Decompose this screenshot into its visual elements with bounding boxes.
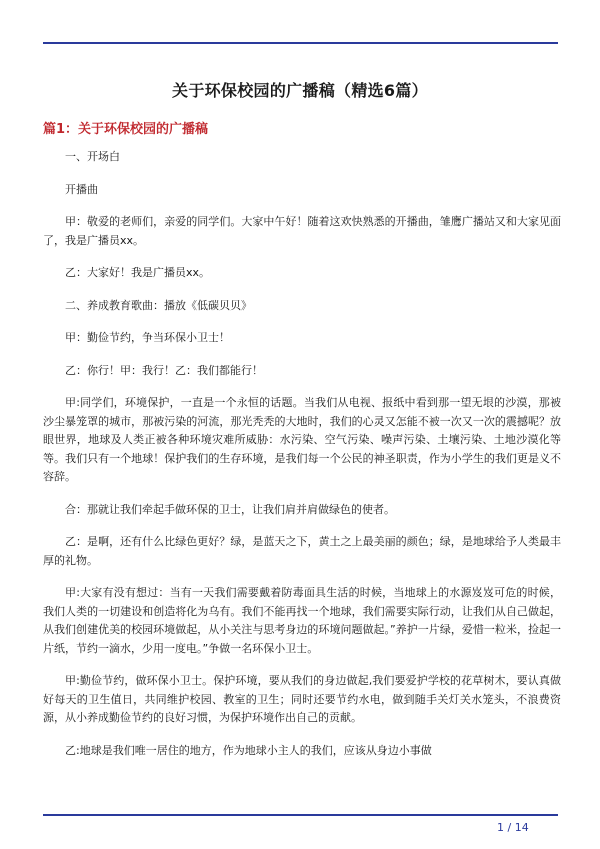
paragraph-11: 甲:大家有没有想过：当有一天我们需要戴着防毒面具生活的时候，当地球上的水源岌岌可危的时候，我们人类的一切建设和创造将化为乌有。我们不能再找一个地球，我们需要实际行动，让我们从自己做起，从我们创建优美的校园环境做起，从小关注与思考身边的环境问题做起。”养护一片绿，爱惜一粒米，捡起一片纸，节约一滴水，少用一度电。”争做一名环保小卫士。 <box>43 586 561 655</box>
paragraph-3: 甲：敬爱的老师们，亲爱的同学们。大家中午好！随着这欢快熟悉的开播曲，雏鹰广播站又和大家见面了，我是广播员xx。 <box>43 215 561 247</box>
paragraph-9: 合：那就让我们牵起手做环保的卫士，让我们肩并肩做绿色的使者。 <box>65 502 395 516</box>
section-heading: 篇1：关于环保校园的广播稿 <box>43 122 209 137</box>
header-rule <box>43 42 558 44</box>
paragraph-12: 甲:勤俭节约，做环保小卫士。保护环境，要从我们的身边做起,我们要爱护学校的花草树木，要认真做好每天的卫生值日，共同维护校园、教室的卫生；同时还要节约水电，做到随手关灯关水笼头，不浪费资源，从小养成勤俭节约的良好习惯，为保护环境作出自己的贡献。 <box>43 674 561 724</box>
paragraph-13: 乙:地球是我们唯一居住的地方，作为地球小主人的我们，应该从身边小事做 <box>65 743 432 757</box>
paragraph-4: 乙：大家好！我是广播员xx。 <box>65 266 211 279</box>
paragraph-2: 开播曲 <box>65 182 98 196</box>
paragraph-8: 甲:同学们，环境保护，一直是一个永恒的话题。当我们从电视、报纸中看到那一望无垠的沙漠，那被沙尘暴笼罩的城市，那被污染的河流，那光秃秃的大地时，我们的心灵又怎能不被一次又一次的震撼呢？放眼世界，地球及人类正被各种环境灾难所威胁：水污染、空气污染、噪声污染、土壤污染、土地沙漠化等等。我们只有一个地球！保护我们的生存环境，是我们每一个公民的神圣职责，作为小学生的我们更是义不容辞。 <box>43 396 561 483</box>
footer-rule <box>43 814 558 816</box>
document-body <box>43 148 561 774</box>
page-number: 1 / 14 <box>497 821 529 834</box>
paragraph-5: 二、养成教育歌曲：播放《低碳贝贝》 <box>65 298 252 312</box>
document-title: 关于环保校园的广播稿（精选6篇） <box>172 81 428 100</box>
paragraph-10: 乙：是啊，还有什么比绿色更好？绿，是蓝天之下，黄土之上最美丽的颜色；绿，是地球给予人类最丰厚的礼物。 <box>43 535 561 567</box>
paragraph-1: 一、开场白 <box>65 150 120 163</box>
paragraph-6: 甲：勤俭节约，争当环保小卫士！ <box>65 331 230 344</box>
paragraph-7: 乙：你行！甲：我行！乙：我们都能行！ <box>65 363 263 377</box>
